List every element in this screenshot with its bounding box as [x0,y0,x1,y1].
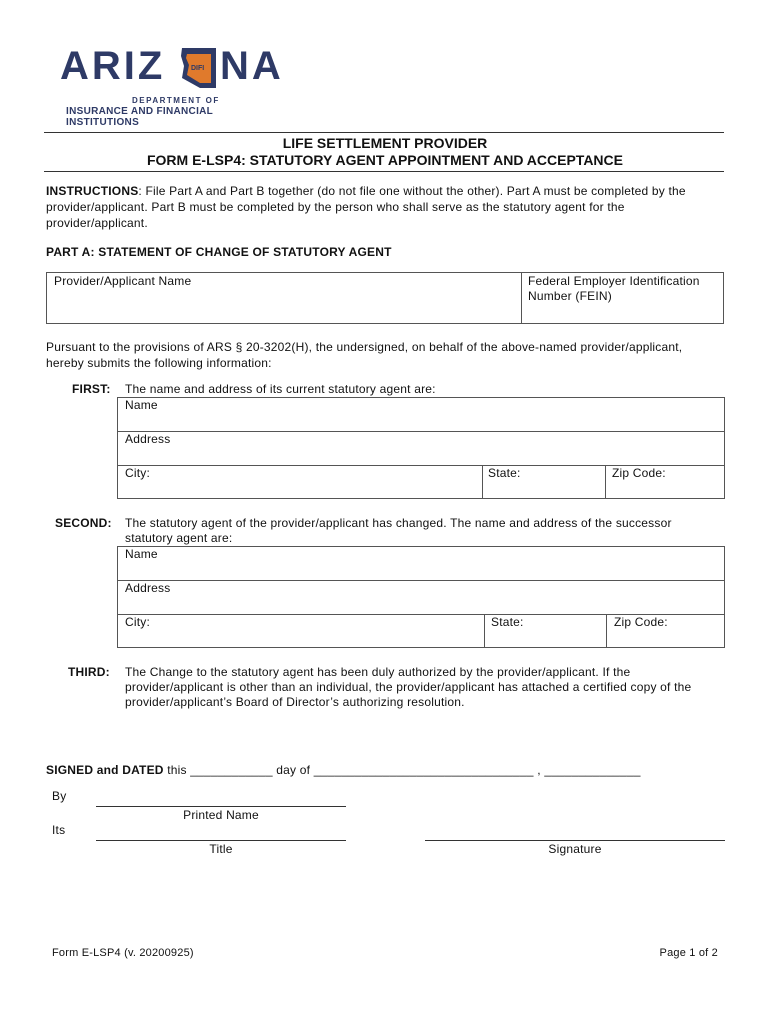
printed-name-label: Printed Name [183,808,259,822]
fein-field[interactable] [528,274,722,320]
fein-label-line1: Federal Employer Identification [528,274,700,288]
provider-table-divider [521,272,522,324]
signed-day-of: day of [276,763,311,777]
second-name-field[interactable] [125,547,715,577]
first-city-label: City: [125,466,150,480]
first-state-field[interactable] [488,466,598,496]
provider-name-field[interactable] [54,274,514,320]
signed-month-blank[interactable]: ________________________________ [313,763,534,777]
first-address-label: Address [125,432,171,446]
signed-this: this [167,763,187,777]
third-text-line3: provider/applicant’s Board of Director’s authorizing resolution. [125,695,465,709]
second-table-col-line1 [484,614,485,648]
instructions-line3: provider/applicant. [46,216,148,230]
first-address-field[interactable] [125,432,715,462]
third-text-line2: provider/applicant is other than an individual, the provider/applicant has attached a certified copy of the [125,680,692,694]
signed-year-blank[interactable]: ______________ [544,763,641,777]
fein-label-line2: Number (FEIN) [528,289,612,303]
instructions-label: INSTRUCTIONS [46,184,139,198]
part-a-heading: PART A: STATEMENT OF CHANGE OF STATUTORY AGENT [46,245,392,259]
logo-subtitle-department: DEPARTMENT OF [132,96,220,105]
second-address-label: Address [125,581,171,595]
second-table-col-line2 [606,614,607,648]
first-table-col-line2 [605,465,606,499]
third-label: THIRD: [68,665,110,679]
signed-comma: , [537,763,541,777]
footer-form-id: Form E-LSP4 (v. 20200925) [52,947,194,959]
second-state-label: State: [491,615,524,629]
first-name-field[interactable] [125,398,715,428]
footer-page-number: Page 1 of 2 [659,947,718,959]
title-line[interactable] [96,840,346,841]
signed-dated-line [46,763,641,777]
signed-day-blank[interactable]: ____________ [190,763,273,777]
third-text [125,665,691,710]
agency-logo [60,44,284,128]
second-name-label: Name [125,547,158,561]
provider-name-label: Provider/Applicant Name [54,274,192,288]
pursuant-line2: hereby submits the following information: [46,356,272,370]
second-city-label: City: [125,615,150,629]
third-text-line1: The Change to the statutory agent has been duly authorized by the provider/applicant. If the [125,665,631,679]
instructions-line2: provider/applicant. Part B must be completed by the person who shall serve as the statutory agent for the [46,200,625,214]
second-address-field[interactable] [125,581,715,611]
form-title-line2: FORM E-LSP4: STATUTORY AGENT APPOINTMENT AND ACCEPTANCE [146,152,623,168]
first-state-label: State: [488,466,521,480]
header-rule [44,132,724,133]
instructions [46,183,726,231]
second-state-field[interactable] [491,615,601,645]
second-text-line1: The statutory agent of the provider/applicant has changed. The name and address of the successor [125,516,672,530]
title-rule [44,171,724,172]
second-text-line2: statutory agent are: [125,531,233,545]
logo-word-left: ARIZ [60,44,166,88]
logo-word-right: NA [220,44,284,88]
printed-name-line[interactable] [96,806,346,807]
signature-label: Signature [548,842,602,856]
second-city-field[interactable] [125,615,475,645]
second-text [125,516,672,546]
first-table-col-line1 [482,465,483,499]
title-label: Title [209,842,233,856]
first-city-field[interactable] [125,466,475,496]
second-zip-label: Zip Code: [614,615,668,629]
form-title-line1: LIFE SETTLEMENT PROVIDER [282,135,488,151]
first-name-label: Name [125,398,158,412]
first-zip-field[interactable] [612,466,722,496]
first-zip-label: Zip Code: [612,466,666,480]
first-text: The name and address of its current statutory agent are: [125,382,436,396]
pursuant-line1: Pursuant to the provisions of ARS § 20-3202(H), the undersigned, on behalf of the above-named provider/applicant, [46,340,683,354]
by-label: By [52,789,67,803]
logo-seal-text: DIFI [191,65,205,72]
pursuant-statement [46,339,736,371]
its-label: Its [52,823,66,837]
instructions-line1: : File Part A and Part B together (do not file one without the other). Part A must be completed by the [138,184,686,198]
second-label: SECOND: [55,516,112,530]
arizona-state-icon [178,46,220,90]
signature-line[interactable] [425,840,725,841]
logo-subtitle-institutions: INSURANCE AND FINANCIAL INSTITUTIONS [66,106,213,128]
signed-dated-label: SIGNED and DATED [46,763,164,777]
first-label: FIRST: [72,382,111,396]
second-zip-field[interactable] [614,615,722,645]
